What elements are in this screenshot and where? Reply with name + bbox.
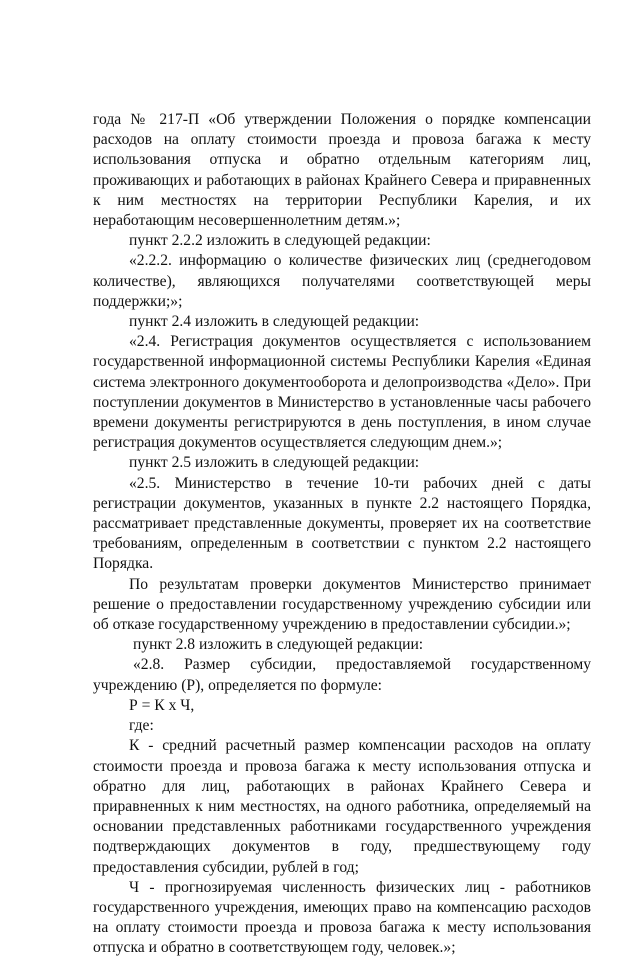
paragraph-item-2-8-text: «2.8. Размер субсидии, предоставляемой государственному учреждению (Р), определяется по формуле:	[93, 656, 591, 694]
paragraph-item-2-4-intro: пункт 2.4 изложить в следующей редакции:	[129, 313, 420, 331]
paragraph-review-results: По результатам проверки документов Министерство принимает решение о предоставлении государственному учреждению субсидии или об отказе государственному учреждению в предоставлении субсидии.»;	[93, 575, 591, 634]
paragraph-formula: Р = К х Ч,	[129, 696, 195, 714]
paragraph-item-2-8-intro: пункт 2.8 изложить в следующей редакции:	[133, 636, 424, 654]
paragraph-decree-reference: года № 217-П «Об утверждении Положения о порядке компенсации расходов на оплату стоимости проезда и провоза багажа к месту использования отпуска и обратно отдельным категориям лиц, проживающих и работающих в районах Крайнего Севера и приравненных к ним местностях на территории Республики Карелия, и их неработающим несовершеннолетним детям.»;	[93, 111, 591, 230]
paragraph-item-2-5-intro: пункт 2.5 изложить в следующей редакции:	[129, 454, 420, 472]
paragraph-definition-ch: Ч - прогнозируемая численность физических лиц - работников государственного учреждения, имеющих право на компенсацию расходов на оплату стоимости проезда и провоза багажа к месту использования отпуска и обратно в соответствующем году, человек.»;	[93, 878, 591, 957]
paragraph-item-2-4-text: «2.4. Регистрация документов осуществляется с использованием государственной информационной системы Республики Карелия «Единая система электронного документооборота и делопроизводства «Дело». При поступлении документов в Министерство в установленные часы рабочего времени документы регистрируются в день поступления, в ином случае регистрация документов осуществляется следующим днем.»;	[93, 333, 591, 452]
paragraph-item-2-2-2-intro: пункт 2.2.2 изложить в следующей редакции:	[129, 232, 431, 250]
paragraph-where: где:	[129, 717, 154, 735]
document-body	[93, 110, 591, 959]
paragraph-definition-k: К - средний расчетный размер компенсации расходов на оплату стоимости проезда и провоза багажа к месту использования отпуска и обратно для лиц, работающих в районах Крайнего Севера и приравненных к ним местностях, на одного работника, определяемый на основании представленных работниками государственного учреждения подтверждающих документов в году, предшествующему году предоставления субсидии, рублей в год;	[93, 737, 591, 876]
paragraph-item-2-2-2-text: «2.2.2. информацию о количестве физических лиц (среднегодовом количестве), являющихся получателями соответствующей меры поддержки;»;	[93, 252, 591, 310]
paragraph-item-2-5-text: «2.5. Министерство в течение 10-ти рабочих дней с даты регистрации документов, указанных в пункте 2.2 настоящего Порядка, рассматривает представленные документы, проверяет их на соответствие требованиям, определенным в соответствии с пунктом 2.2 настоящего Порядка.	[93, 474, 591, 573]
